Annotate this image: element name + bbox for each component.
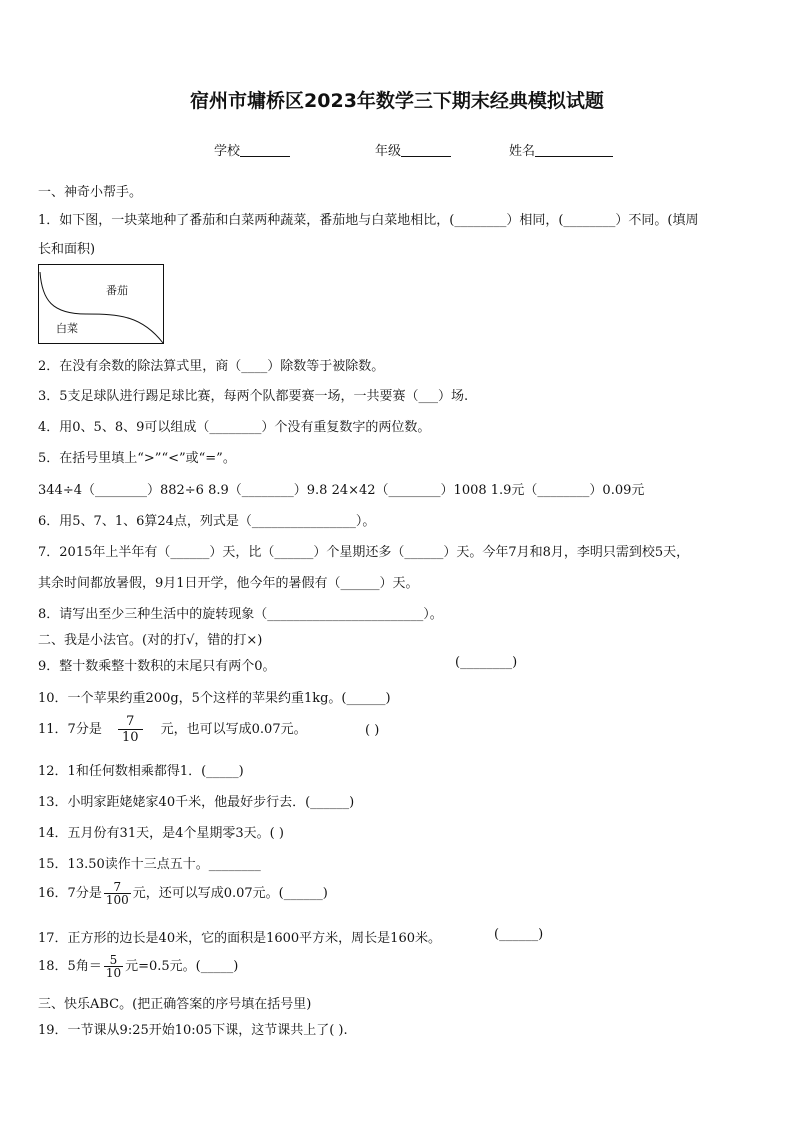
school-label: 学校: [214, 144, 241, 159]
question-5-items: 344÷4（________）882÷6 8.9（________）9.8 24×42（________）1008 1.9元（________）0.09元: [38, 483, 645, 498]
question-15: 15．13.50读作十三点五十。________: [38, 857, 261, 872]
question-7: 7．2015年上半年有（______）天，比（______）个星期还多（______）天。今年7月和8月，李明只需到校5天，: [38, 545, 690, 560]
question-18: [38, 954, 238, 979]
question-16-suffix: 元，还可以写成0.07元。(______): [132, 886, 328, 901]
question-16-fraction: [104, 881, 131, 906]
question-12: 12．1和任何数相乘都得1．(_____): [38, 764, 244, 779]
question-1: 1．如下图，一块菜地种了番茄和白菜两种蔬菜，番茄地与白菜地相比，(________）相同，(________）不同。(填周: [38, 213, 699, 228]
cabbage-label: 白菜: [56, 322, 78, 335]
fraction-denominator: 100: [105, 893, 129, 907]
question-10: 10．一个苹果约重200g，5个这样的苹果约重1kg。(______): [38, 691, 391, 706]
question-18-fraction: [104, 954, 123, 979]
fraction-numerator: 7: [104, 881, 131, 894]
question-19: 19．一节课从9:25开始10:05下课，这节课共上了( ).: [38, 1023, 348, 1038]
question-13: 13．小明家距姥姥家40千米，他最好步行去．(______): [38, 795, 355, 810]
school-blank[interactable]: [240, 142, 290, 157]
question-11-suffix: 元，也可以写成0.07元。: [160, 722, 307, 737]
question-14: 14．五月份有31天，是4个星期零3天。( ): [38, 826, 284, 841]
grade-field: [375, 140, 451, 159]
fraction-denominator: 10: [121, 730, 139, 745]
question-17-blank[interactable]: (______): [494, 927, 544, 942]
tomato-label: 番茄: [106, 284, 128, 297]
section-1-heading: 一、神奇小帮手。: [38, 185, 143, 200]
question-11: [38, 714, 307, 745]
question-5: 5．在括号里填上“>”“<”或“=”。: [38, 451, 236, 466]
section-2-heading: 二、我是小法官。(对的打√，错的打×): [38, 633, 263, 648]
question-18-prefix: 18．5角＝: [38, 959, 102, 974]
question-1-continued: 长和面积): [38, 242, 96, 257]
question-11-blank[interactable]: ( ): [365, 723, 380, 738]
question-2: 2．在没有余数的除法算式里，商（____）除数等于被除数。: [38, 359, 385, 374]
name-blank[interactable]: [535, 142, 613, 157]
question-3: 3．5支足球队进行踢足球比赛，每两个队都要赛一场，一共要赛（___）场.: [38, 389, 469, 404]
grade-label: 年级: [375, 144, 402, 159]
question-11-fraction: [118, 714, 143, 745]
name-field: [509, 140, 613, 159]
vegetable-plot-figure: [38, 264, 164, 344]
question-8: 8．请写出至少三种生活中的旋转现象（________________________）。: [38, 607, 443, 622]
question-9: 9．整十数乘整十数积的末尾只有两个0。: [38, 659, 276, 674]
question-18-suffix: 元=0.5元。(_____): [125, 959, 239, 974]
fraction-numerator: 5: [104, 954, 123, 967]
question-17: 17．正方形的边长是40米，它的面积是1600平方米，周长是160米。: [38, 931, 441, 946]
school-field: [214, 140, 290, 159]
page-title: 宿州市墉桥区2023年数学三下期末经典模拟试题: [190, 90, 604, 112]
question-6: 6．用5、7、1、6算24点，列式是（________________）。: [38, 514, 376, 529]
question-16: [38, 881, 328, 906]
question-4: 4．用0、5、8、9可以组成（________）个没有重复数字的两位数。: [38, 420, 431, 435]
grade-blank[interactable]: [401, 142, 451, 157]
question-7-continued: 其余时间都放暑假，9月1日开学，他今年的暑假有（______）天。: [38, 576, 419, 591]
question-11-prefix: 11．7分是: [38, 722, 102, 737]
name-label: 姓名: [509, 144, 536, 159]
fraction-denominator: 10: [105, 966, 122, 980]
fraction-numerator: 7: [118, 714, 143, 730]
question-16-prefix: 16．7分是: [38, 886, 102, 901]
question-9-blank[interactable]: (________): [455, 655, 518, 670]
section-3-heading: 三、快乐ABC。(把正确答案的序号填在括号里): [38, 997, 312, 1012]
